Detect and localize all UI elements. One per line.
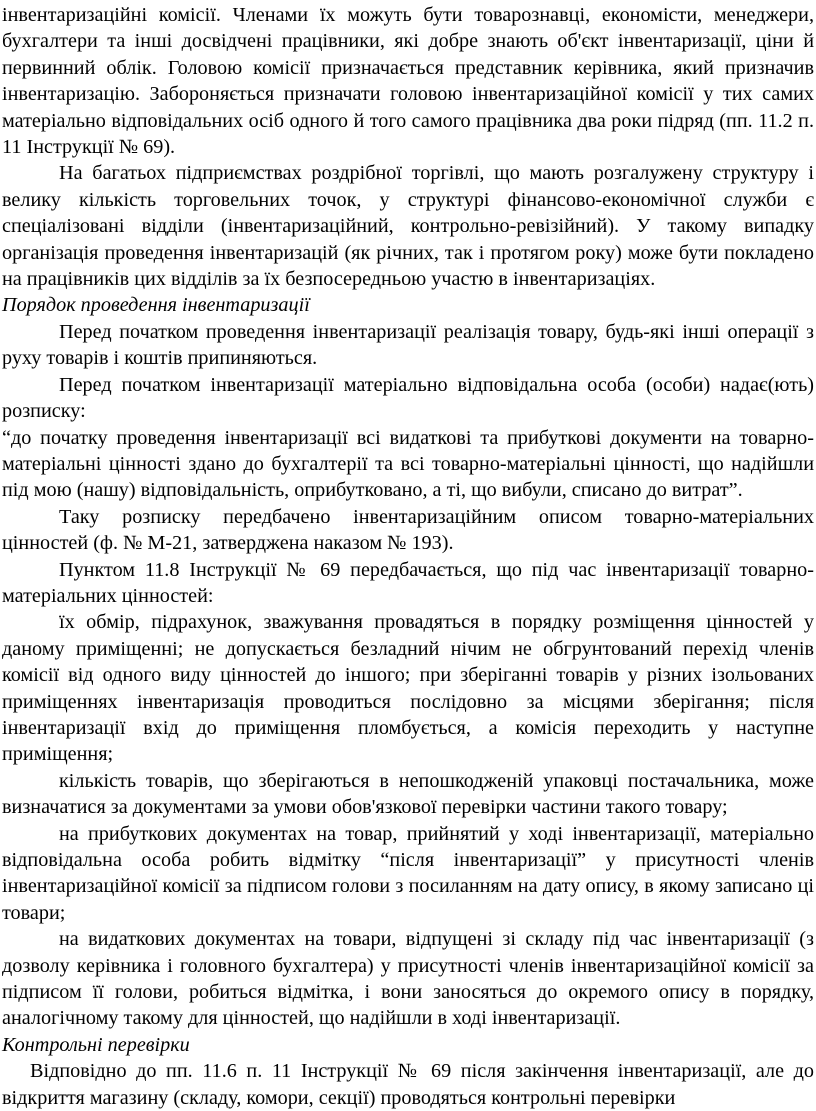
list-item-outgoing-documents: на видаткових документах на товари, відпущені зі складу під час інвентаризації (з дозволу керівника і головного бухгалтера) у присутності членів інвентаризаційної комісії за підписом її голови, робиться відмітка, і вони заносяться до окремого опису в порядку, аналогічному такому для цінностей, що надійшли в ході інвентаризації. <box>2 928 814 1030</box>
list-item-measurement-order: їх обмір, підрахунок, зважування провадяться в порядку розміщення цінностей у даному приміщенні; не допускається безладний нічим не обгрунтований перехід членів комісії від одного виду цінностей до іншого; при зберіганні товарів у різних ізольованих приміщеннях інвентаризація проводиться послідовно за місцями зберігання; після інвентаризації вхід до приміщення пломбується, а комісія переходить у наступне приміщення; <box>2 611 814 766</box>
section-heading-control-checks: Контрольні перевірки <box>2 1033 190 1056</box>
paragraph-control-checks: Відповідно до пп. 11.6 п. 11 Інструкції № 69 після закінчення інвентаризації, але до відкриття магазину (складу, комори, секції) проводяться контрольні перевірки <box>2 1060 814 1109</box>
paragraph-receipt-quote: “до початку проведення інвентаризації всі видаткові та прибуткові документи на товарно-матеріальні цінності здано до бухгалтерії та всі товарно-матеріальні цінності, що надійшли під мою (нашу) відповідальність, оприбутковано, а ті, що вибули, списано до витрат”. <box>2 426 814 502</box>
paragraph-sales-suspended: Перед початком проведення інвентаризації реалізація товару, будь-які інші операції з руху товарів і коштів припиняються. <box>2 320 814 370</box>
section-heading-inventory-procedure: Порядок проведення інвентаризації <box>2 294 310 317</box>
list-item-incoming-documents: на прибуткових документах на товар, прийнятий у ході інвентаризації, матеріально відповідальна особа робить відмітку “після інвентаризації” у присутності членів інвентаризаційної комісії за підписом голови з посиланням на дату опису, в якому записано ці товари; <box>2 822 814 924</box>
paragraph-retail-enterprises: На багатьох підприємствах роздрібної торгівлі, що мають розгалужену структуру і велику кількість торговельних точок, у структурі фінансово-економічної служби є спеціалізовані відділи (інвентаризаційний, контрольно-ревізійний). У такому випадку організація проведення інвентаризацій (як річних, так і протягом року) може бути покладено на працівників цих відділів за їх безпосередньою участю в інвентаризаціях. <box>2 162 814 291</box>
document-page <box>2 2 814 1111</box>
paragraph-receipt-form: Таку розписку передбачено інвентаризаційним описом товарно-матеріальних цінностей (ф. № М-21, затверджена наказом № 193). <box>2 505 814 555</box>
list-item-sealed-packaging: кількість товарів, що зберігаються в непошкодженій упаковці постачальника, може визначатися за документами за умови обов'язкової перевірки частини такого товару; <box>2 769 814 819</box>
paragraph-clause-11-8: Пунктом 11.8 Інструкції № 69 передбачається, що під час інвентаризації товарно-матеріальних цінностей: <box>2 558 814 607</box>
paragraph-commission-members: інвентаризаційні комісії. Членами їх можуть бути товарознавці, економісти, менеджери, бухгалтери та інші досвідчені працівники, які добре знають об'єкт інвентаризації, ціни й первинний облік. Головою комісії призначається представник керівника, який призначив інвентаризацію. Забороняється призначати головою інвентаризаційної комісії у тих самих матеріально відповідальних осіб одного й того самого працівника два роки підряд (пп. 11.2 п. 11 Інструкції № 69). <box>2 4 814 159</box>
paragraph-receipt-intro: Перед початком інвентаризації матеріально відповідальна особа (особи) надає(ють) розписку: <box>2 373 814 423</box>
